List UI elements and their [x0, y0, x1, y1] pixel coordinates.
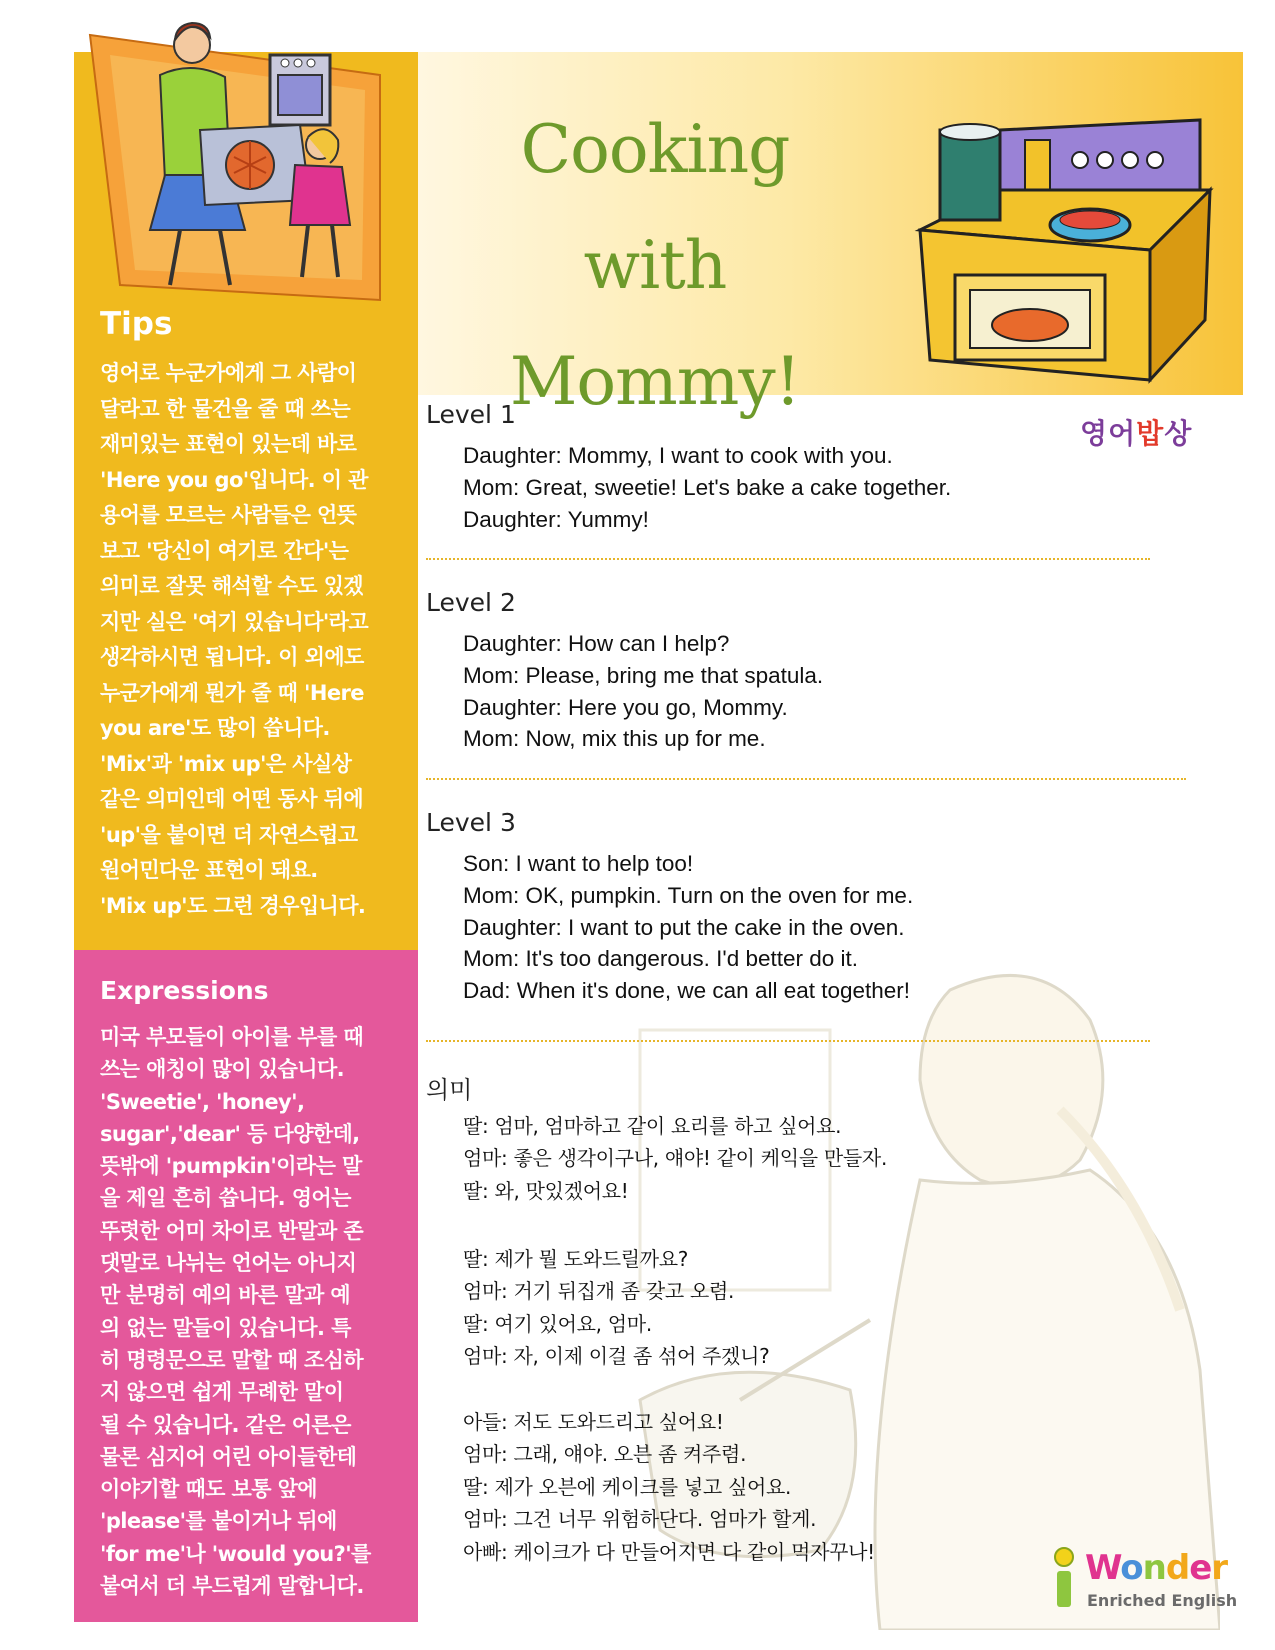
meaning-line: 딸: 엄마, 엄마하고 같이 요리를 하고 싶어요. [463, 1114, 842, 1138]
meaning-group-1 [463, 1110, 887, 1207]
expressions-heading: Expressions [100, 976, 269, 1005]
tips-line: 원어민다운 표현이 돼요. [100, 858, 318, 882]
mom-and-daughter-baking-illustration [80, 15, 410, 305]
dialog-line: Dad: When it's done, we can all eat together! [463, 978, 911, 1004]
tips-line: 보고 '당신이 여기로 간다'는 [100, 538, 349, 563]
expressions-line: 쓰는 애칭이 많이 있습니다. [100, 1057, 345, 1082]
dialog-line: Mom: Now, mix this up for me. [463, 726, 766, 752]
expressions-line: 물론 심지어 어린 아이들한테 [100, 1444, 357, 1469]
tips-line: 용어를 모르는 사람들은 언뜻 [100, 503, 357, 527]
brand-logo-korean: 영어밥상 [1080, 417, 1193, 450]
dialog-line: Mom: OK, pumpkin. Turn on the oven for me. [463, 882, 914, 908]
meaning-line: 아빠: 케이크가 다 만들어지면 다 같이 먹자꾸나! [463, 1539, 875, 1564]
expressions-line: 지 않으면 쉽게 무례한 말이 [100, 1380, 344, 1405]
meaning-line: 엄마: 거기 뒤집개 좀 갖고 오렴. [463, 1279, 735, 1304]
expressions-line: 히 명령문으로 말할 때 조심하 [100, 1347, 364, 1372]
level-1-dialog [463, 440, 951, 535]
tips-line: 의미로 잘못 해석할 수도 있겠 [100, 574, 364, 598]
dialog-line: Mom: It's too dangerous. I'd better do it. [463, 946, 859, 972]
expressions-line: 붙여서 더 부드럽게 말합니다. [100, 1574, 364, 1599]
tips-line: 달라고 한 물건을 줄 때 쓰는 [100, 396, 351, 421]
divider [426, 778, 1186, 780]
expressions-line: 이야기할 때도 보통 앞에 [100, 1477, 317, 1502]
level-2-dialog [463, 628, 823, 755]
expressions-line: 뜻밖에 'pumpkin'이라는 말 [100, 1154, 362, 1179]
expressions-line: 될 수 있습니다. 같은 어른은 [100, 1412, 351, 1437]
meaning-line: 엄마: 자, 이제 이걸 좀 섞어 주겠니? [463, 1344, 770, 1369]
level-3-title: Level 3 [426, 808, 516, 837]
divider [426, 558, 1150, 560]
expressions-line: 만 분명히 예의 바른 말과 예 [100, 1283, 351, 1308]
meaning-line: 아들: 저도 도와드리고 싶어요! [463, 1410, 724, 1434]
tips-line: 누군가에게 뭔가 줄 때 'Here [100, 680, 364, 705]
meaning-group-2 [463, 1243, 769, 1373]
expressions-line: 뚜렷한 어미 차이로 반말과 존 [100, 1218, 364, 1243]
tips-line: 'Mix up'도 그런 경우입니다. [100, 893, 366, 918]
level-2-title: Level 2 [426, 588, 516, 617]
expressions-line: 미국 부모들이 아이를 부를 때 [100, 1025, 364, 1049]
meaning-line: 딸: 제가 뭘 도와드릴까요? [463, 1247, 689, 1271]
meaning-group-3 [463, 1406, 875, 1568]
dialog-line: Daughter: I want to put the cake in the oven. [463, 914, 905, 940]
dialog-line: Daughter: Here you go, Mommy. [463, 694, 788, 720]
meaning-line: 딸: 와, 맛있겠어요! [463, 1178, 629, 1203]
tips-body [100, 356, 400, 924]
tips-line: 생각하시면 됩니다. 이 외에도 [100, 645, 364, 669]
dialog-line: Mom: Please, bring me that spatula. [463, 662, 824, 688]
stove-illustration [900, 110, 1220, 390]
wonder-logo-word: Wonder [1085, 1548, 1228, 1588]
wonder-logo-subtitle: Enriched English [1087, 1591, 1238, 1610]
level-3-dialog [463, 848, 913, 1007]
meaning-line: 딸: 제가 오븐에 케이크를 넣고 싶어요. [463, 1474, 792, 1499]
dialog-line: Mom: Great, sweetie! Let's bake a cake together. [463, 474, 952, 500]
expressions-line: 'please'를 붙이거나 뒤에 [100, 1509, 337, 1534]
tips-line: 재미있는 표현이 있는데 바로 [100, 432, 357, 456]
expressions-line: 'for me'나 'would you?'를 [100, 1541, 371, 1566]
expressions-line: 의 없는 말들이 있습니다. 특 [100, 1315, 351, 1340]
meaning-line: 엄마: 좋은 생각이구나, 얘야! 같이 케익을 만들자. [463, 1146, 887, 1171]
tips-line: you are'도 많이 씁니다. [100, 716, 330, 740]
tips-line: 지만 실은 '여기 있습니다'라고 [100, 609, 369, 634]
expressions-body [100, 1021, 400, 1602]
tips-line: 'Here you go'입니다. 이 관 [100, 467, 368, 492]
level-1-title: Level 1 [426, 400, 516, 429]
dialog-line: Daughter: How can I help? [463, 631, 730, 656]
dialog-line: Son: I want to help too! [463, 851, 694, 876]
divider [426, 1040, 1150, 1042]
dialog-line: Daughter: Yummy! [463, 506, 649, 532]
meaning-line: 딸: 여기 있어요, 엄마. [463, 1311, 652, 1336]
page-title [440, 92, 870, 440]
tips-line: 'up'을 붙이면 더 자연스럽고 [100, 822, 358, 847]
meaning-title: 의미 [426, 1076, 473, 1104]
expressions-line: 'Sweetie', 'honey', [100, 1089, 305, 1114]
expressions-line: 을 제일 흔히 씁니다. 영어는 [100, 1186, 351, 1211]
tips-line: 영어로 누군가에게 그 사람이 [100, 361, 357, 385]
tips-heading: Tips [100, 306, 173, 342]
dialog-line: Daughter: Mommy, I want to cook with you. [463, 443, 893, 468]
page-title-line: Cooking with [520, 111, 790, 304]
tips-line: 'Mix'과 'mix up'은 사실상 [100, 751, 352, 776]
tips-line: 같은 의미인데 어떤 동사 뒤에 [100, 787, 364, 811]
expressions-line: sugar','dear' 등 다양한데, [100, 1121, 360, 1146]
meaning-line: 엄마: 그래, 얘야. 오븐 좀 켜주렴. [463, 1442, 747, 1467]
expressions-line: 댓말로 나뉘는 언어는 아니지 [100, 1251, 357, 1276]
page-title-line: Mommy! [509, 343, 801, 420]
meaning-line: 엄마: 그건 너무 위험하단다. 엄마가 할게. [463, 1507, 817, 1532]
